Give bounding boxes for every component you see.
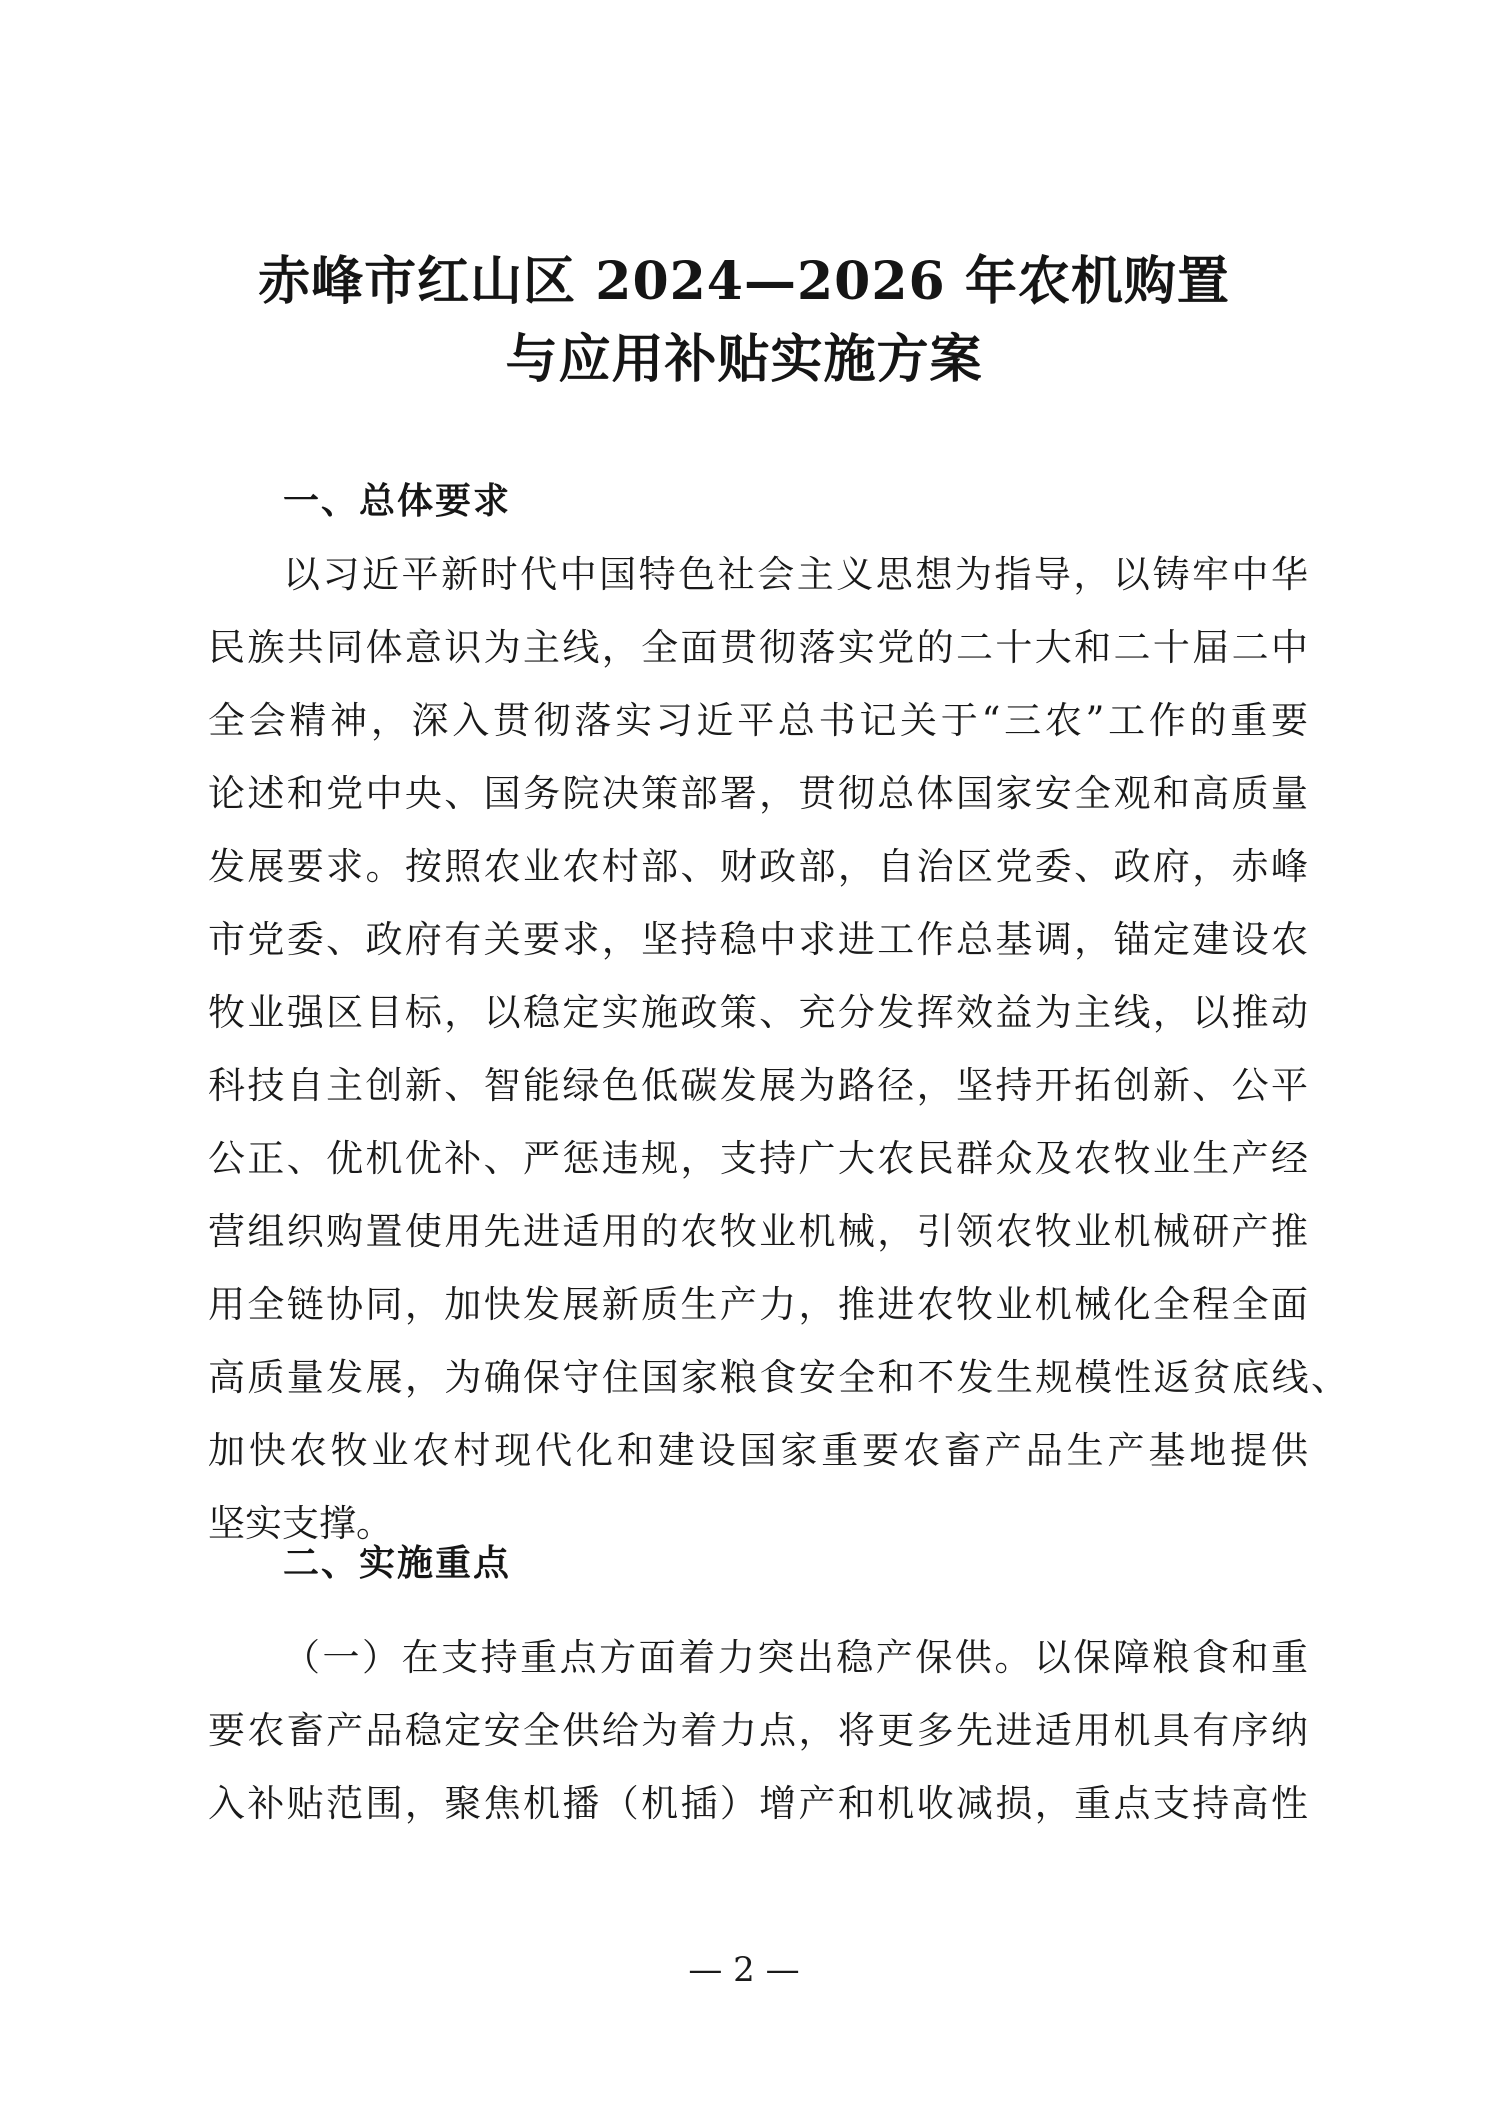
paragraph-line: 加快农牧业农村现代化和建设国家重要农畜产品生产基地提供 bbox=[208, 1429, 1308, 1472]
paragraph-line: 公正、优机优补、严惩违规，支持广大农民群众及农牧业生产经 bbox=[208, 1137, 1308, 1180]
paragraph-line: 发展要求。按照农业农村部、财政部，自治区党委、政府，赤峰 bbox=[208, 845, 1308, 888]
paragraph-line: 民族共同体意识为主线，全面贯彻落实党的二十大和二十届二中 bbox=[208, 626, 1308, 669]
paragraph-line: 坚实支撑。 bbox=[208, 1502, 393, 1545]
page-number: — 2 — bbox=[688, 1950, 800, 1990]
section-heading-implementation-focus: 二、实施重点 bbox=[283, 1543, 512, 1584]
paragraph-line: 要农畜产品稳定安全供给为着力点，将更多先进适用机具有序纳 bbox=[208, 1709, 1308, 1752]
paragraph-line: 入补贴范围，聚焦机播（机插）增产和机收减损，重点支持高性 bbox=[208, 1782, 1308, 1825]
paragraph-line: 以习近平新时代中国特色社会主义思想为指导，以铸牢中华 bbox=[283, 553, 1308, 596]
paragraph-line: 高质量发展，为确保守住国家粮食安全和不发生规模性返贫底线、 bbox=[208, 1356, 1348, 1399]
paragraph-line: 用全链协同，加快发展新质生产力，推进农牧业机械化全程全面 bbox=[208, 1283, 1308, 1326]
document-title-line-2: 与应用补贴实施方案 bbox=[505, 329, 983, 390]
paragraph-line: 营组织购置使用先进适用的农牧业机械，引领农牧业机械研产推 bbox=[208, 1210, 1308, 1253]
document-title-line-1: 赤峰市红山区 2024—2026 年农机购置 bbox=[258, 251, 1230, 312]
paragraph-line: 论述和党中央、国务院决策部署，贯彻总体国家安全观和高质量 bbox=[208, 772, 1308, 815]
section-heading-general-requirements: 一、总体要求 bbox=[283, 481, 512, 522]
paragraph-line: （一）在支持重点方面着力突出稳产保供。以保障粮食和重 bbox=[283, 1636, 1308, 1679]
paragraph-line: 全会精神，深入贯彻落实习近平总书记关于“三农”工作的重要 bbox=[208, 699, 1308, 742]
paragraph-line: 市党委、政府有关要求，坚持稳中求进工作总基调，锚定建设农 bbox=[208, 918, 1308, 961]
paragraph-line: 科技自主创新、智能绿色低碳发展为路径，坚持开拓创新、公平 bbox=[208, 1064, 1308, 1107]
paragraph-line: 牧业强区目标，以稳定实施政策、充分发挥效益为主线，以推动 bbox=[208, 991, 1308, 1034]
